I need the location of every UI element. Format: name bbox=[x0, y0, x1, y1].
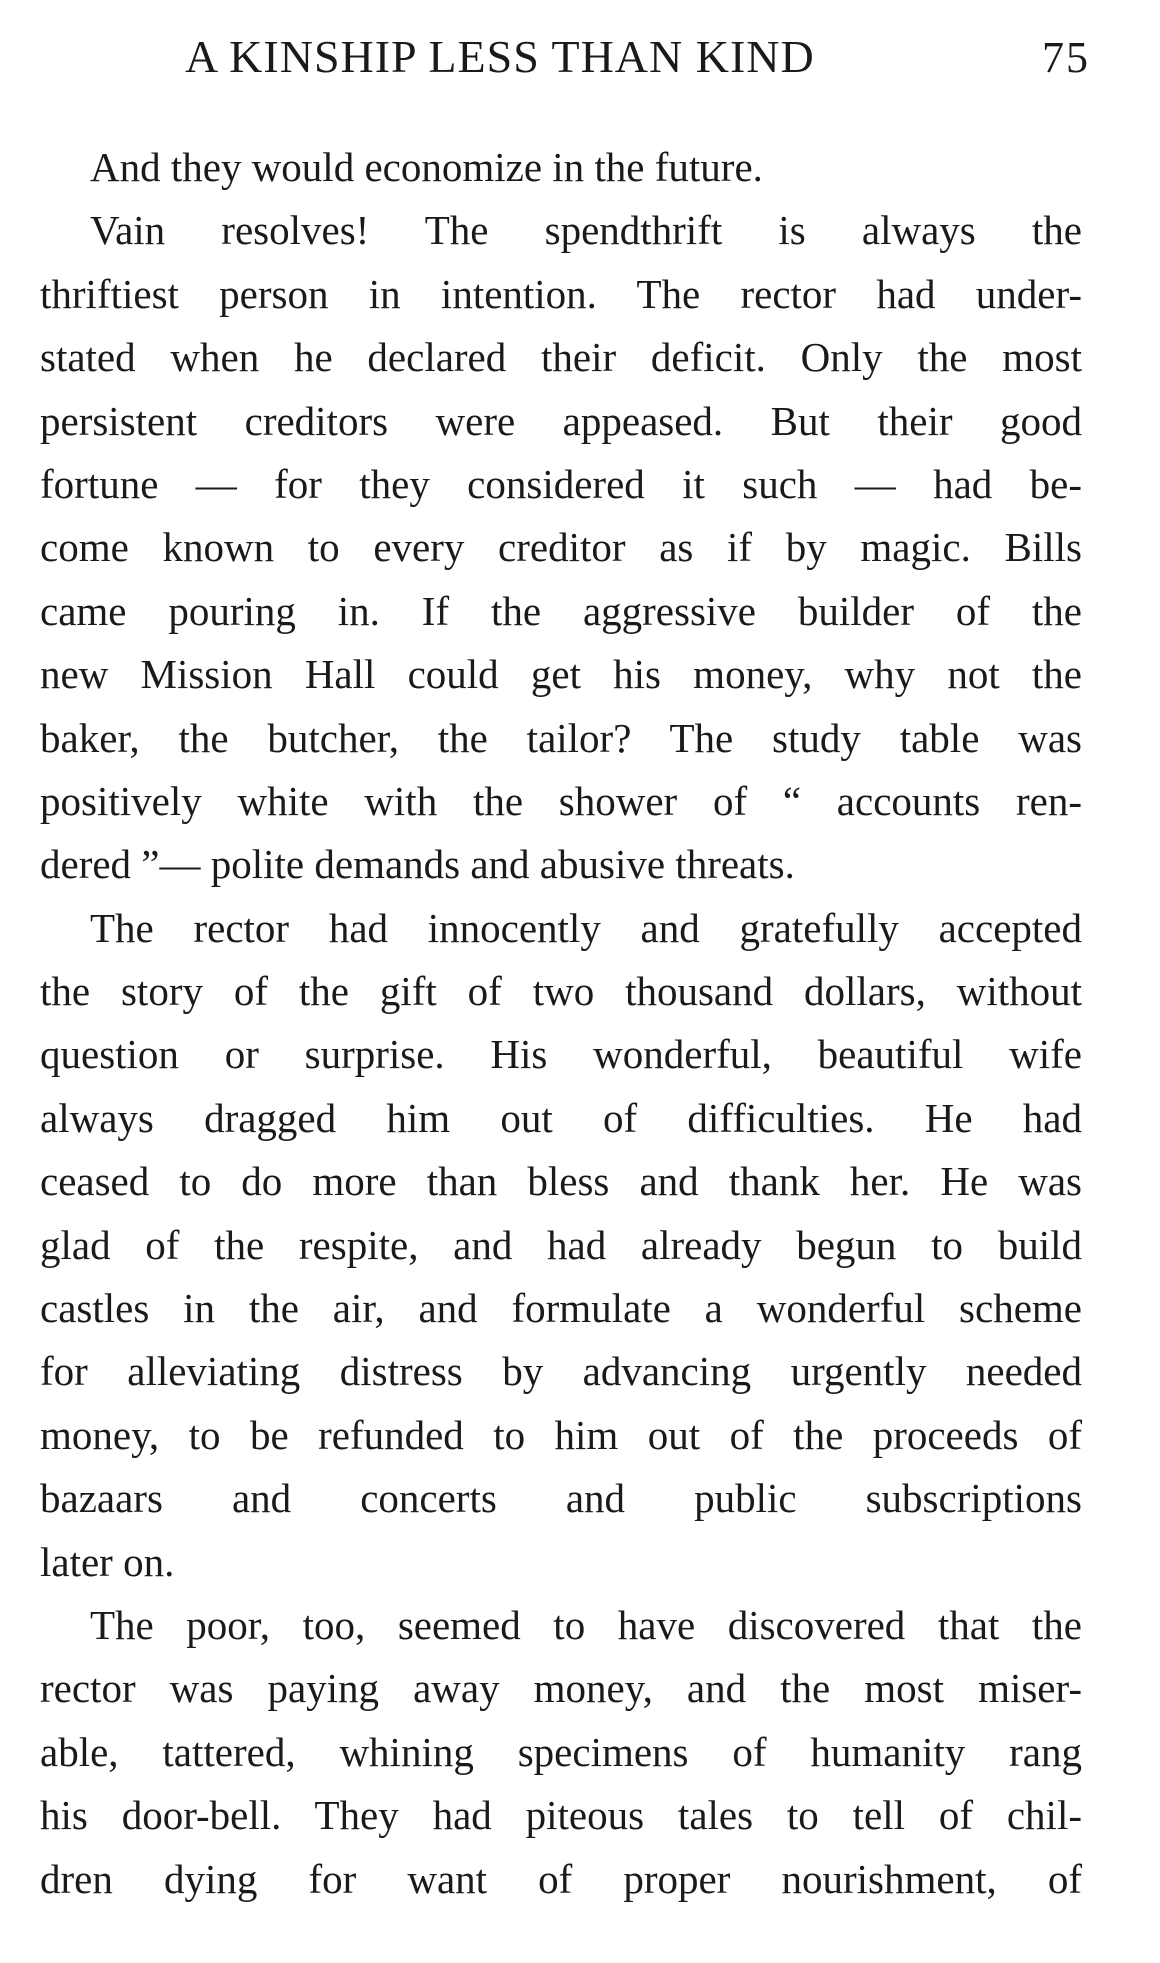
text-line: dren dying for want of proper nourishment, of bbox=[40, 1855, 1082, 1902]
text-line: dered ”— polite demands and abusive threats. bbox=[40, 841, 795, 888]
text-line: question or surprise. His wonderful, beautiful wife bbox=[40, 1031, 1082, 1078]
text-line: come known to every creditor as if by magic. Bills bbox=[40, 524, 1082, 571]
text-line: Vain resolves! The spendthrift is always the bbox=[90, 207, 1082, 254]
text-line: glad of the respite, and had already begun to build bbox=[40, 1221, 1082, 1268]
text-line: later on. bbox=[40, 1538, 175, 1585]
page-number: 75 bbox=[1042, 33, 1090, 82]
text-line: rector was paying away money, and the most miser- bbox=[40, 1665, 1082, 1712]
running-title: A KINSHIP LESS THAN KIND bbox=[185, 31, 815, 82]
text-line: thriftiest person in intention. The rector had under- bbox=[40, 270, 1082, 317]
text-line: bazaars and concerts and public subscriptions bbox=[40, 1475, 1082, 1522]
text-line: always dragged him out of difficulties. He had bbox=[40, 1094, 1082, 1141]
text-line: castles in the air, and formulate a wonderful scheme bbox=[40, 1285, 1082, 1332]
text-line: ceased to do more than bless and thank her. He was bbox=[40, 1158, 1082, 1205]
paragraph bbox=[40, 136, 1082, 199]
paragraph bbox=[40, 199, 1082, 896]
text-line: new Mission Hall could get his money, why not the bbox=[40, 651, 1082, 698]
text-line: baker, the butcher, the tailor? The study table was bbox=[40, 714, 1082, 761]
running-head bbox=[40, 30, 1120, 100]
text-line: the story of the gift of two thousand dollars, without bbox=[40, 968, 1082, 1015]
paragraph bbox=[40, 1594, 1082, 1911]
text-line: The poor, too, seemed to have discovered that the bbox=[90, 1601, 1082, 1648]
text-line: fortune — for they considered it such — had be- bbox=[40, 460, 1082, 507]
text-line: positively white with the shower of “ accounts ren- bbox=[40, 777, 1082, 824]
body-text bbox=[40, 136, 1082, 1911]
text-line: And they would economize in the future. bbox=[90, 144, 763, 190]
text-line: persistent creditors were appeased. But their good bbox=[40, 397, 1082, 444]
text-line: The rector had innocently and gratefully accepted bbox=[90, 904, 1082, 951]
text-line: for alleviating distress by advancing urgently needed bbox=[40, 1348, 1082, 1395]
text-line: stated when he declared their deficit. Only the most bbox=[40, 334, 1082, 381]
text-line: money, to be refunded to him out of the proceeds of bbox=[40, 1411, 1082, 1458]
text-line: able, tattered, whining specimens of humanity rang bbox=[40, 1728, 1082, 1775]
text-line: his door-bell. They had piteous tales to tell of chil- bbox=[40, 1792, 1082, 1839]
paragraph bbox=[40, 897, 1082, 1594]
text-line: came pouring in. If the aggressive builder of the bbox=[40, 587, 1082, 634]
